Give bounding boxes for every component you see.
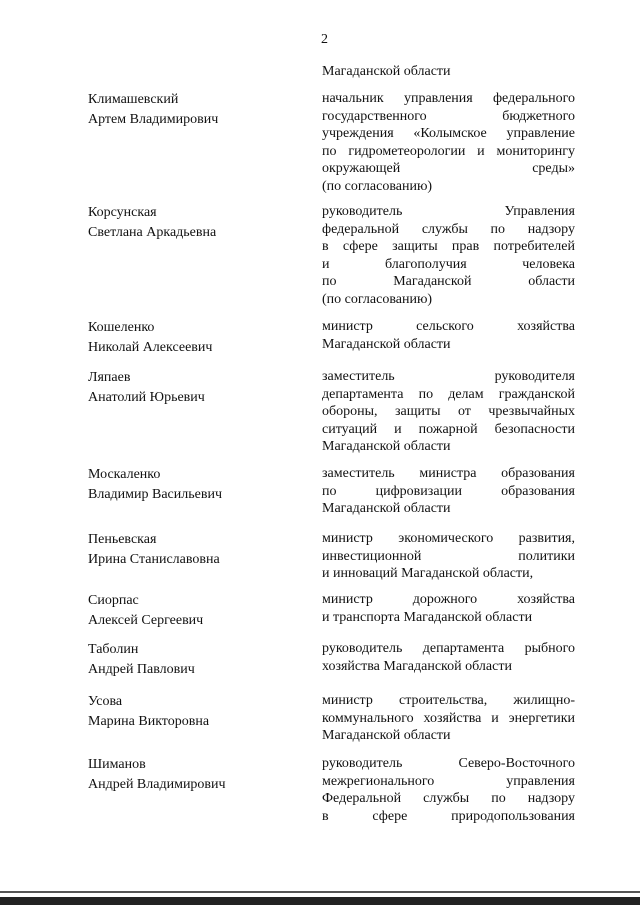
member-surname: Москаленко [88, 467, 161, 482]
member-surname: Климашевский [88, 92, 179, 107]
member-role [322, 368, 575, 456]
role-line: по Магаданской области [322, 274, 575, 289]
scan-border-line [0, 891, 640, 893]
role-line: Федеральной службы по надзору [322, 791, 575, 806]
member-surname: Ляпаев [88, 370, 131, 385]
role-line: обороны, защиты от чрезвычайных [322, 404, 575, 419]
member-role [322, 90, 575, 195]
role-line: хозяйства Магаданской области [322, 658, 512, 674]
member-surname: Таболин [88, 642, 139, 657]
role-line: Магаданской области [322, 501, 451, 516]
role-line: межрегионального управления [322, 773, 575, 789]
role-line: руководитель Северо-Восточного [322, 756, 575, 771]
member-given-name: Ирина Станиславовна [88, 552, 220, 567]
role-line: министр строительства, жилищно- [322, 693, 575, 708]
role-line: заместитель министра образования [322, 466, 575, 481]
role-line: министр сельского хозяйства [322, 319, 575, 334]
member-surname: Кошеленко [88, 320, 155, 335]
role-line: и транспорта Магаданской области [322, 609, 533, 625]
member-given-name: Владимир Васильевич [88, 487, 222, 502]
member-role [322, 318, 575, 353]
member-name [88, 368, 303, 408]
member-role [322, 755, 575, 825]
role-line: в сфере природопользования [322, 808, 575, 824]
role-line: Магаданской области [322, 336, 451, 352]
member-given-name: Светлана Аркадьевна [88, 225, 217, 240]
member-given-name: Артем Владимирович [88, 112, 219, 127]
role-line: министр дорожного хозяйства [322, 592, 575, 607]
member-name [88, 692, 303, 732]
member-given-name: Анатолий Юрьевич [88, 390, 205, 405]
member-given-name: Андрей Павлович [88, 662, 195, 677]
member-name [88, 203, 303, 243]
member-name [88, 640, 303, 680]
role-line: в сфере защиты прав потребителей [322, 239, 575, 254]
role-line: окружающей среды» [322, 161, 575, 176]
role-line: начальник управления федерального [322, 91, 575, 106]
member-surname: Усова [88, 694, 123, 709]
member-name [88, 755, 303, 795]
member-role [322, 203, 575, 308]
member-name [88, 591, 303, 631]
member-given-name: Алексей Сергеевич [88, 613, 204, 628]
role-line: по гидрометеорологии и мониторингу [322, 143, 575, 159]
role-line: учреждения «Колымское управление [322, 126, 575, 141]
role-line: руководитель Управления [322, 204, 575, 219]
member-role [322, 692, 575, 745]
member-role [322, 640, 575, 675]
member-name [88, 465, 303, 505]
member-name [88, 318, 303, 358]
member-given-name: Марина Викторовна [88, 714, 210, 729]
page-number: 2 [321, 32, 328, 47]
role-line: коммунального хозяйства и энергетики [322, 710, 575, 726]
member-surname: Сиорпас [88, 593, 139, 608]
role-line: ситуаций и пожарной безопасности [322, 421, 575, 437]
role-line: (по согласованию) [322, 178, 433, 194]
role-line: федеральной службы по надзору [322, 221, 575, 237]
role-line: министр экономического развития, [322, 531, 575, 546]
role-line: департамента по делам гражданской [322, 386, 575, 402]
carryover-text: Магаданской области [322, 64, 451, 79]
role-line: инвестиционной политики [322, 548, 575, 564]
role-line: и благополучия человека [322, 256, 575, 272]
role-line: Магаданской области [322, 728, 451, 743]
role-line: заместитель руководителя [322, 369, 575, 384]
member-surname: Шиманов [88, 757, 146, 772]
role-line: государственного бюджетного [322, 108, 575, 124]
member-role [322, 530, 575, 583]
role-line: и инноваций Магаданской области, [322, 566, 534, 581]
member-surname: Пеньевская [88, 532, 157, 547]
member-role [322, 591, 575, 626]
member-given-name: Николай Алексеевич [88, 340, 213, 355]
role-line: по цифровизации образования [322, 483, 575, 499]
role-line: (по согласованию) [322, 291, 433, 307]
member-name [88, 90, 303, 130]
scan-bottom-edge [0, 897, 640, 905]
member-given-name: Андрей Владимирович [88, 777, 226, 792]
member-name [88, 530, 303, 570]
role-line: руководитель департамента рыбного [322, 641, 575, 656]
member-role [322, 465, 575, 518]
member-surname: Корсунская [88, 205, 157, 220]
role-line: Магаданской области [322, 439, 451, 454]
